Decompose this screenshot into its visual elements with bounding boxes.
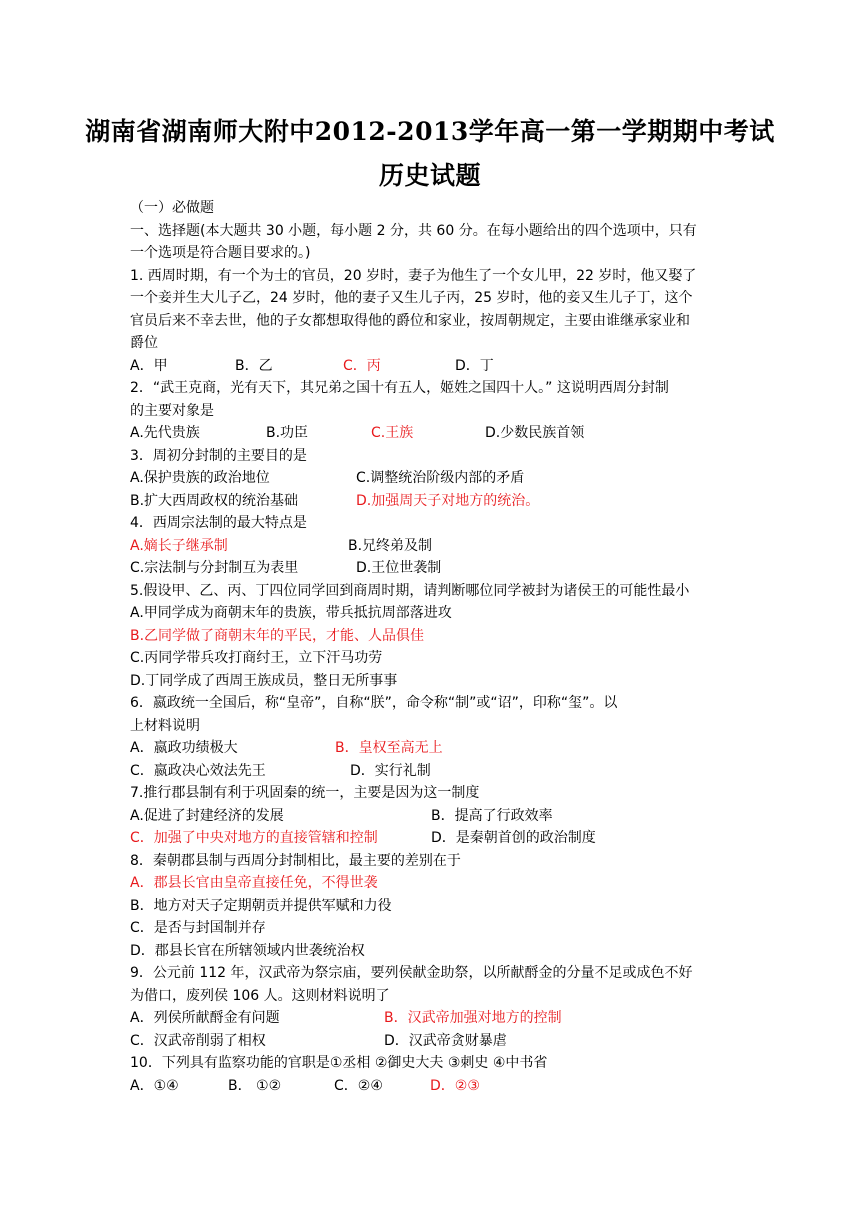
option-c: C.调整统治阶级内部的矛盾 bbox=[356, 470, 525, 486]
option-c: C.丙同学带兵攻打商纣王，立下汗马功劳 bbox=[130, 650, 383, 666]
question-6-stem: 6．嬴政统一全国后，称“皇帝”，自称“朕”，命令称“制”或“诏”，印称“玺”。以 bbox=[130, 695, 618, 711]
question-6-options bbox=[130, 739, 443, 757]
option-d: D．汉武帝贪财暴虐 bbox=[384, 1033, 507, 1049]
question-2-stem: 2．“武王克商，光有天下，其兄弟之国十有五人，姬姓之国四十人。” 这说明西周分封制 bbox=[130, 380, 669, 396]
question-3-options bbox=[130, 492, 539, 510]
option-c: C．嬴政决心效法先王 bbox=[130, 763, 266, 779]
option-c-answer: C．加强了中央对地方的直接管辖和控制 bbox=[130, 830, 378, 846]
intro-line: 一个选项是符合题目要求的。) bbox=[130, 245, 311, 261]
option-d: D．郡县长官在所辖领域内世袭统治权 bbox=[130, 943, 365, 959]
option-d-answer: D．②③ bbox=[430, 1078, 480, 1094]
option-a: A．甲 bbox=[130, 358, 168, 374]
question-8-stem: 8．秦朝郡县制与西周分封制相比，最主要的差别在于 bbox=[130, 853, 461, 869]
question-6-options bbox=[130, 762, 431, 780]
option-b: B．乙 bbox=[235, 358, 273, 374]
question-1-stem: 1. 西周时期，有一个为士的官员，20 岁时，妻子为他生了一个女儿甲，22 岁时，他又娶了 bbox=[130, 268, 697, 284]
title-line-1: 湖南省湖南师大附中2012-2013学年高一第一学期期中考试 bbox=[85, 117, 775, 146]
option-d: D.丁同学成了西周王族成员，整日无所事事 bbox=[130, 673, 398, 689]
question-9-options bbox=[130, 1032, 507, 1050]
question-4-options bbox=[130, 559, 441, 577]
option-b: B.扩大西周政权的统治基础 bbox=[130, 493, 299, 509]
question-7-stem: 7.推行郡县制有利于巩固秦的统一，主要是因为这一制度 bbox=[130, 785, 480, 801]
question-10-options bbox=[130, 1077, 480, 1095]
option-b-answer: B．汉武帝加强对地方的控制 bbox=[384, 1010, 562, 1026]
option-d: D.少数民族首领 bbox=[485, 425, 585, 441]
question-5-stem: 5.假设甲、乙、丙、丁四位同学回到商周时期，请判断哪位同学被封为诸侯王的可能性最小 bbox=[130, 583, 690, 599]
option-c-answer: C.王族 bbox=[371, 425, 414, 441]
question-1-options bbox=[130, 357, 494, 375]
option-a: A．列侯所献酹金有问题 bbox=[130, 1010, 280, 1026]
question-3-options bbox=[130, 469, 524, 487]
option-a-answer: A．郡县长官由皇帝直接任免，不得世袭 bbox=[130, 875, 378, 891]
question-6-stem: 上材料说明 bbox=[130, 718, 200, 734]
option-d-answer: D.加强周天子对地方的统治。 bbox=[356, 493, 540, 509]
question-1-stem: 一个妾并生大儿子乙，24 岁时，他的妻子又生儿子丙，25 岁时，他的妾又生儿子丁，这个 bbox=[130, 290, 693, 306]
question-2-stem: 的主要对象是 bbox=[130, 403, 214, 419]
question-1-stem: 官员后来不幸去世，他的子女都想取得他的爵位和家业，按周朝规定，主要由谁继承家业和 bbox=[130, 313, 690, 329]
question-9-stem: 为借口，废列侯 106 人。这则材料说明了 bbox=[130, 988, 390, 1004]
option-b: B.兄终弟及制 bbox=[348, 538, 433, 554]
question-2-options bbox=[130, 424, 584, 442]
option-a: A.促进了封建经济的发展 bbox=[130, 808, 284, 824]
question-9-stem: 9．公元前 112 年，汉武帝为祭宗庙，要列侯献金助祭，以所献酹金的分量不足或成色不好 bbox=[130, 965, 693, 981]
option-a: A.先代贵族 bbox=[130, 425, 200, 441]
option-d: D.王位世袭制 bbox=[356, 560, 442, 576]
option-c: C．是否与封国制并存 bbox=[130, 920, 266, 936]
question-4-options bbox=[130, 537, 432, 555]
option-c: C．汉武帝削弱了相权 bbox=[130, 1033, 266, 1049]
question-9-options bbox=[130, 1009, 562, 1027]
option-b-answer: B．皇权至高无上 bbox=[335, 740, 443, 756]
option-b: B.功臣 bbox=[266, 425, 309, 441]
option-c: C.宗法制与分封制互为表里 bbox=[130, 560, 299, 576]
option-a: A.保护贵族的政治地位 bbox=[130, 470, 270, 486]
option-a-answer: A.嫡长子继承制 bbox=[130, 538, 228, 554]
option-b: B． ①② bbox=[228, 1078, 282, 1094]
option-a: A．①④ bbox=[130, 1078, 179, 1094]
option-a: A.甲同学成为商朝末年的贵族，带兵抵抗周部落进攻 bbox=[130, 605, 452, 621]
question-1-stem: 爵位 bbox=[130, 335, 158, 351]
question-3-stem: 3．周初分封制的主要目的是 bbox=[130, 448, 307, 464]
option-d: D．丁 bbox=[455, 358, 494, 374]
option-d: D．实行礼制 bbox=[350, 763, 431, 779]
section-heading: （一）必做题 bbox=[130, 200, 214, 216]
question-4-stem: 4．西周宗法制的最大特点是 bbox=[130, 515, 307, 531]
option-c: C．②④ bbox=[334, 1078, 383, 1094]
question-7-options bbox=[130, 807, 553, 825]
option-c-answer: C．丙 bbox=[343, 358, 381, 374]
option-b-answer: B.乙同学做了商朝末年的平民，才能、人品俱佳 bbox=[130, 628, 425, 644]
option-b: B．地方对天子定期朝贡并提供军赋和力役 bbox=[130, 898, 392, 914]
title-line-2: 历史试题 bbox=[378, 161, 481, 190]
intro-line: 一、选择题(本大题共 30 小题，每小题 2 分，共 60 分。在每小题给出的四个选项中，只有 bbox=[130, 223, 697, 239]
question-7-options bbox=[130, 829, 596, 847]
question-10-stem: 10．下列具有监察功能的官职是①丞相 ②御史大夫 ③刺史 ④中书省 bbox=[130, 1055, 548, 1071]
option-d: D．是秦朝首创的政治制度 bbox=[431, 830, 596, 846]
option-a: A．嬴政功绩极大 bbox=[130, 740, 238, 756]
option-b: B．提高了行政效率 bbox=[431, 808, 553, 824]
